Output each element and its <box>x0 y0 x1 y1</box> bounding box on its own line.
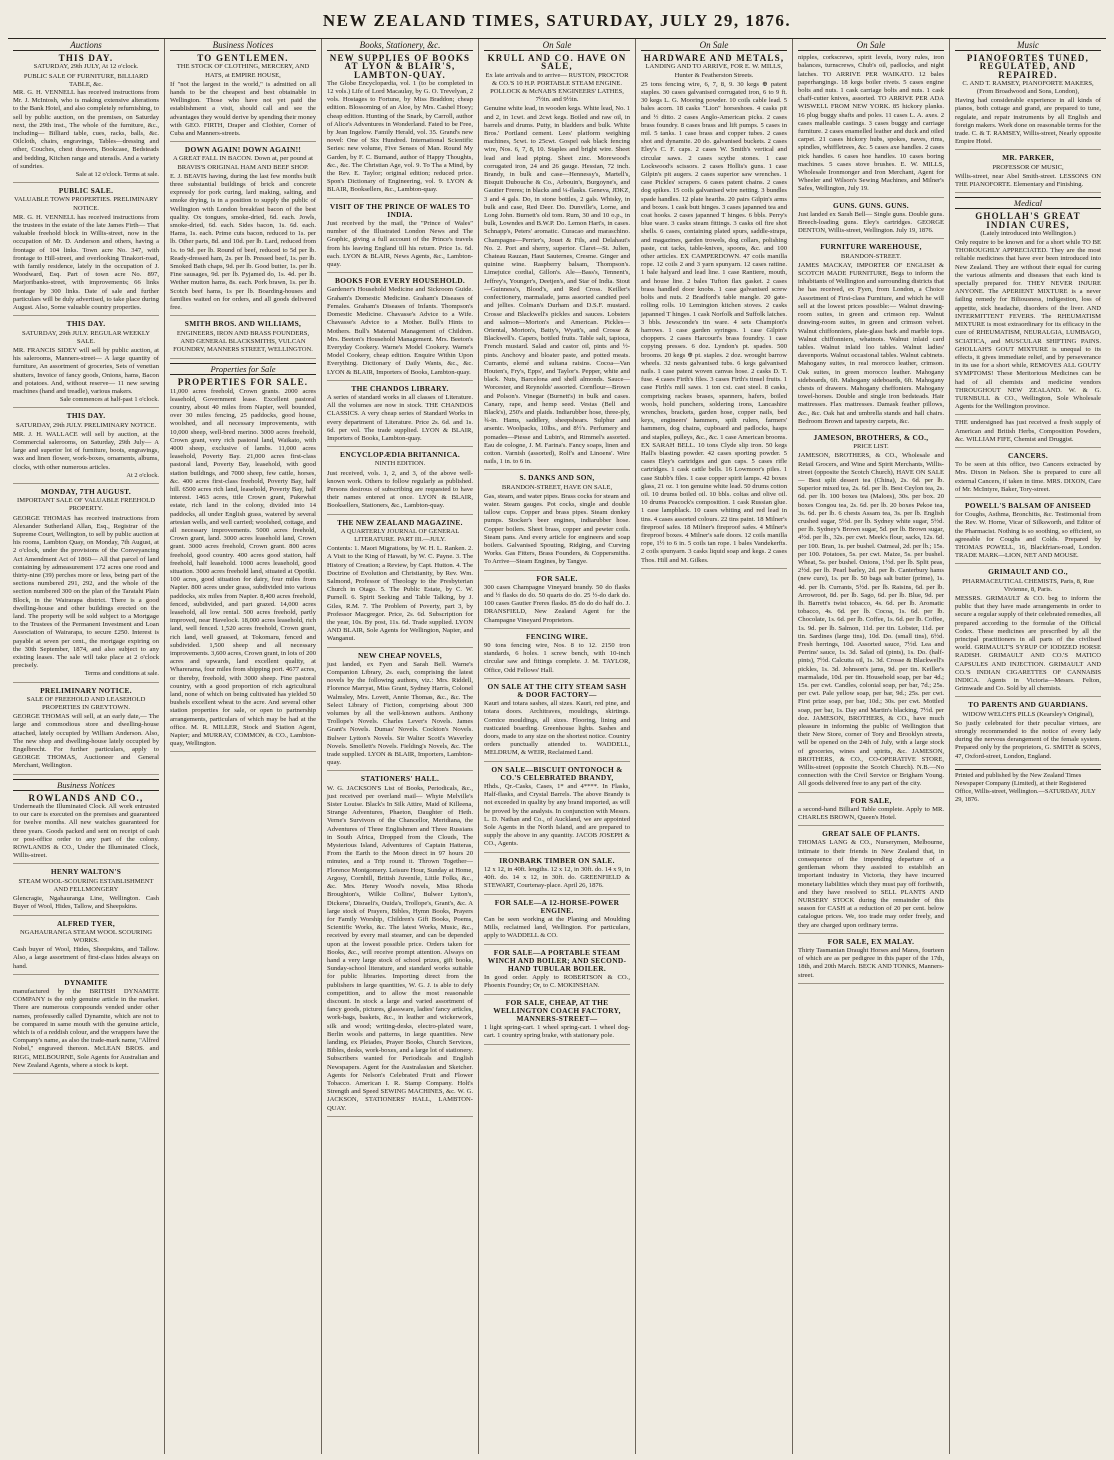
ad-title: IRONBARK TIMBER ON SALE. <box>499 855 615 865</box>
ad-body: Willis-street, near Abel Smith-street. LESSONS ON THE PIANOFORTE. Elementary and Finishing. <box>955 172 1101 189</box>
advertisement <box>484 575 630 629</box>
advertisement <box>327 451 473 514</box>
ad-title: FURNITURE WAREHOUSE, <box>820 242 922 252</box>
column-heading: Auctions <box>13 39 159 51</box>
ad-body: GEORGE THOMAS will sell, at an early date,— The large and commodious store and dwelling-house attached, lately occupied by William Anderson. Also, The new shop and dwelling-house lately occupied by Engelbrecht. For further particulars, apply to GEORGE THOMAS, Auctioneer and General Merchant, Wellington. <box>13 713 159 770</box>
ad-title: PUBLIC SALE. <box>58 186 114 196</box>
ad-body: If "not the largest in the world," is admitted on all hands to be the cheapest and best obtainable in Wellington. Those who have not yet paid the establishment a visit, should call and see the advantages they would derive by spending their money with GEO. FIRTH, Draper and Clothier, Corner of Cuba and Manners-streets. <box>170 80 316 138</box>
ad-title: PIANOFORTES TUNED, REGULATED, AND REPAIRED. <box>966 53 1090 80</box>
ad-body: Kauri and totara sashes, all sizes. Kauri, red pine, and totara doors. Architraves, mouldings, skirtings. Cornice mouldings, all sizes. Flooring, lining and rusticated boarding. Greenhouse lights. Sashes and doors, made to any size on the shortest notice. Country orders punctually attended to. WADDELL, MELDRUM, & WEIR, Reclaimed Land. <box>484 700 630 757</box>
advertisement <box>13 979 159 1074</box>
advertisement <box>955 54 1101 150</box>
ad-body: Thirty Tasmanian Draught Horses and Mares, fourteen of which are as per pedigree in this paper of the 17th, 18th, and 20th March. BECK AND TONKS, Manners-street. <box>798 946 944 979</box>
ad-title: NEW SUPPLIES OF BOOKS AT LYON & BLAIR'S, LAMBTON-QUAY. <box>329 53 471 80</box>
ad-body: In good order. Apply to ROBERTSON & CO., Phoenix Foundry; Or, to C. MOKINSHAN. <box>484 974 630 990</box>
ad-title: SMITH BROS. AND WILLIAMS, <box>184 319 302 329</box>
ad-subtitle: SATURDAY, 29th JULY. REGULAR WEEKLY SALE. <box>21 329 151 345</box>
ad-body: just landed, ex Fyen and Sarah Bell. Warne's Companion Library, 2s. each, comprising the latest novels by the following authors, viz.: Mrs. Riddell, Florence Marryat, Miss Grant, Sydney Harris, Colonel Walmsley, Mrs. Lovett, Annie Thomas, &c., &c. The Select Library of Fiction, comprising about 300 volumes by all the well-known authors. Anthony Trollope's Novels. Charles Lever's Novels. James Grant's Novels. Dumas' Novels. Cockton's Novels. Bulwer Lytton's Novels. Sir Walter Scott's Waverley Novels. Smollett's Novels. Fielding's Novels, &c. The trade supplied. LYON & BLAIR, Importers, Lambton-quay. <box>327 660 473 767</box>
advertisement <box>327 203 473 274</box>
column <box>950 39 1106 1454</box>
ad-subtitle: SATURDAY, 29th JULY, At 12 o'clock. <box>33 63 139 71</box>
ad-subtitle: PHARMACEUTICAL CHEMISTS, Paris, 8, Rue Vivienne, 8, Paris. <box>962 577 1094 593</box>
ad-body: Genuine white lead, in wooden kegs. White lead, No. 1 and 2, in 1cwt. and 2cwt kegs. Boiled and raw oil, in barrels and drums. Putty, in bladders and bulk. White Bros.' Portland cement. Lees' platform weighing machines, 5cwt. to 25cwt. Gospel oak black fencing wire, Nos. 6, 7, 8, 10. Staples and bright wire. Sheet lead and lead piping. Sheet zinc. Morewood's corrugated iron, 24 and 26 gauge. Hessian, 72 inch. Brandy, in bulk and case—Hennessy's, Martell's, Bisquit Dubouche & Co., Arbouin's, Burgoyne's, and Gautier Freres; in blacks and ¼-flasks. Geneva, JDKZ, 3 and 4 gals. Do, in stone bottles, 2 gals. Whisky, in bulk and case, Red Deer. Do. Dunville's, Lorne, and Long John. Burnett's old tom. Rum, 30 and 10 o.p., in bulk, Lowndes and B.W.P. Do. Lemon Hart's, in cases. Schnapp's, Peters' aromatic. Curacao and maraschino. Champagne—Perrier's, Jouet & Fils, and Delahaut's No. 2. Port and sherry, superior. Claret—St. Julien, Chateau Rauzan, Haut Sauternes, Cresme. Ginger and quinine wine. Raspberry balsam, Thompson's. Limejuice cordial, Gillon's. Ale—Bass's, Tennent's, Jeffrey's, Younger's, Deetjen's, and Star of India. Stout—Guinness's, Blood's, and Red Cross. Keiller's confectionery, marmalade, jams assorted candied peel and jellies. Colman's Durham and D.S.F. mustard. Crosse and Blackwell's pickles and sauces. Lobsters and salmon—Morton's and American. Pickles—Oriental, Morton's, Batty's, Wyatt's, and Crosse & Blackwell's. Capers, bottled fruits. Table salt, tapioca, French mustard. Salad and castor oil, pints and ½-pints. Anchovy and bloater paste, and potted meats. Currants, elemé and sultana raisins. Cocoa—Van Houten's, Fry's, Epps', and Taylor's. Pepper, white and black. Nuts, Barcelona and shell almonds. Sauce—Worcester, and Reynolds' assorted. Cornflour—Brown and Polson's. Vinegar (Burnett's) in bulk and cases. Canary, rape, and hemp seed. Vestas (Bell and Black's), 250's and plaids. Indiarubber hose, three-ply, ¾-in. Hams, saddlery, sheepshears. Sulphur and arsenic. Woolpacks, 10lbs., and 8½'s. Perfumery and pomades—Piesse and Lubin's, and Rimmel's assorted. Eau de cologne, J. M. Farina's. Fancy soaps, linen and cotton. Varnish (assorted), Rolf's and Linoens'. Wire nails, 1 in. to 6 in. <box>484 105 630 466</box>
ad-body: JAMESON, BROTHERS, & CO., Wholesale and Retail Grocers, and Wine and Spirit Merchants, Willis-street (opposite the Scotch Church), HAVE ON SALE— Best split dessert tea (China), 2s. 6d. per lb. Superior mixed tea, 2s. 6d. per lb. Best Ceylon tea, 2s. 6d. per lb. 100 boxes tea (Maloes), 30s. per box. 20 boxes Congou tea, 2s. 6d. per lb. 20 boxes Pekoe tea, 3s. 6d. per lb. 6 chests Assam tea, 3s. per lb. English crushed sugar, 5½d. per lb. Sydney white sugar, 5½d. per lb. Sydney's Brown sugar, 5d. per lb. Brown sugar, 4½d. per lb., 32s. per cwt. Meek's flour, sacks, 12s. 6d. per 100. Bran, 1s. per bushel. Oatmeal, 2d. per lb.; 15s. per 100. Potatoes, 5s. per cwt. Maize, 5s. per bushel. Wheat, 5s. per bushel. Onions, 1½d. per lb. Split peas, 2½d. per lb. Pearl barley, 2d. per lb. Canterbury hams (new cure), 1s. per lb. 50 bags salt butter (prime), 1s. 4d. per lb. Currants, 5½d. per lb. Raisins, 6d. per lb. Arrowroot, 8d. per lb. Sago, 6d. per lb. Blue, 9d. per lb. Barrett's twist tobacco, 4s. 6d. per lb. Aromatic tobacco, 4s. 6d. per lb. Cocoa, 1s. 6d. per lb. Chocolate, 1s. 6d. per lb. Coffee, 1s. 6d. per lb. Coffee, 1s. 9d. per lb. Salmon, 11d. per tin. Lobster, 11d. per tin. Sardines (large tins), 10d. Do. (small tins), 6½d. Fresh herrings, 10d. Assorted sauce, 7½d. Lea and Perrins' sauce, 1s. 3d. Salad oil (pints), 1s. Do. (half-pints), 7½d. Calcutta oil, 1s. 3d. Crosse & Blackwell's pickles, 1s. 3d. Johnson's jams, 9d. per tin. Keiller's marmalade, 10d. per tin. Household soap, per bar 4d.; 15s. per cwt. Candles, colonial soap, per bar, 7d.; 25s. per cwt. Pale yellow soap, per bar, 9d.; 25s. per cwt. First prize soap, per bar, 10d.; 30s. per cwt. Mottled soap, per bar, 1s. Day and Martin's blacking, 7½d. per doz. JAMESON, BROTHERS, & CO., have much pleasure in informing the public of Wellington that their New Store, corner of Tory and Brooklyn streets, will be opened on the 24th of July, with a large stock of groceries, wines and spirits, &c. JAMESON, BROTHERS, & CO., CO-OPERATIVE STORE, Willis-street (opposite the Scotch Church). N.B.—No connection with the Civil Service or Brigham Young. All goods delivered free to any part of the city. <box>798 452 944 788</box>
ad-signature: At 2 o'clock. <box>126 471 159 479</box>
ad-signature: Terms and conditions at sale. <box>84 670 159 678</box>
column-heading: Music <box>955 39 1101 51</box>
advertisement <box>955 212 1101 415</box>
advertisement <box>955 568 1101 697</box>
ad-body: The Globe Encyclopædia, vol. 1 (to be completed in 12 vols.) Life of Lord Macaulay, by G. O. Trevelyan, 2 vols. Hostages to Fortune, by Miss Braddon; cheap edition. Blossoming of an Aloe, by Mrs. Cashel Hoey; cheap edition. Hunting of the Snark, by Carroll, author of Alice's Adventures in Wonderland. Fated to be Free, by Jean Ingelow. Family Herald, vol. 35. Grand's new novel: One of Six Hundred. International Scientific Series: new volume, Five Senses of Man. Round My Garden, by F. C. Burnand, author of Happy Thoughts, &c., &c. The Christian Age, vol. 9. To Tha a Mind, by the Rev. E. Taylor; original edition; reduced price. Spon's Dictionary of Engineering, vol. 9. LYON & BLAIR, Booksellers, &c., Lambton-quay. <box>327 79 473 194</box>
advertisement <box>13 54 159 183</box>
ad-title: ENCYCLOPÆDIA BRITANNICA. <box>340 450 460 460</box>
ad-subtitle: PROFESSOR OF MUSIC, <box>992 163 1064 171</box>
column <box>165 39 322 1454</box>
ad-title: HENRY WALTON'S <box>50 867 122 877</box>
ad-title: THE CHANDOS LIBRARY. <box>351 383 449 393</box>
ad-subtitle: WIDOW WELCH'S PILLS (Kearsley's Original), <box>962 710 1094 718</box>
ad-subtitle: PRICE LIST. <box>853 443 889 451</box>
ad-body: nipples, corkscrews, spirit levels, ivory rules, iron balances, turnscrews, Chub's oil, padlocks, and night latches. TO ARRIVE PER WAIKATO. 12 bales paperhangings. 18 kegs boiler rivets. 5 cases engine bolts and nuts. 1 cask carriage bolts and nuts. 1 cask chaff-cutter knives, assorted. TO ARRIVE PER ADA WISWELL FROM NEW YORK. 85 hickory planks. 16 plug buggy shafts and poles. 11 cases L. A. axes. 2 cases malleable castings. 3 cases buggy and carriage furniture. 2 cases enamelled leather and duck and oiled carpet. 21 cases hickory hubs, spokes, naves, rims, spindles, whiffletrees, &c. 5 cases axe handles. 2 cases pick handles. 6 cases hoe handles. 10 cases boring machines. 5 cases stove brushes. E. W. MILLS, Wholesale Ironmonger and Iron Merchant, Agent for Wheeler and Wilson's Sewing Machines, and Milner's Safes, Wellington, July 19. <box>798 54 944 193</box>
ad-body: manufactured by the BRITISH DYNAMITE COMPANY is the only genuine article in the market. There are numerous compounds vended under other names, professedly called Dynamite, which are not to be compared in same mouth with the genuine article, which is of a reddish colour, and the wrappers have the Company's name, as also the trade-mark name, "Alfred Nobel," engraved thereon. McLEAN BROS. and RIGG, MELBOURNE, Sole Agents for Australian and New Zealand Agents, where a stock is kept. <box>13 987 159 1069</box>
column-heading: On Sale <box>641 39 787 51</box>
ad-title: FOR SALE—A 12-HORSE-POWER ENGINE. <box>494 897 620 915</box>
ad-title: POWELL'S BALSAM OF ANISEED <box>964 500 1091 510</box>
advertisement <box>798 54 944 197</box>
ad-title: MONDAY, 7TH AUGUST. <box>40 486 132 496</box>
column-heading: Business Notices <box>170 39 316 51</box>
ad-title: ALFRED TYER, <box>56 918 116 928</box>
ad-title: TO PARENTS AND GUARDIANS. <box>968 700 1088 710</box>
advertisement <box>798 938 944 984</box>
ad-body: THOMAS LANG & CO., Nurserymen, Melbourne, intimate to their friends in New Zealand that, in consequence of the impending departure of a gentleman whom they assisted to establish an important industry in Victoria, they have incurred monetary liabilities which they must pay off forthwith, and they have resolved to SELL PLANTS AND NURSERY STOCK during the remainder of this season for CASH at a reduction of 20 per cent. below catalogue prices. We, too trade may order freely, and they are charged upon ordinary terms. <box>798 839 944 929</box>
ad-title: KRULL AND CO. HAVE ON SALE, <box>487 53 627 72</box>
advertisement <box>641 54 787 569</box>
advertisement <box>484 949 630 995</box>
ad-title: S. DANKS AND SON, <box>519 473 595 483</box>
ad-subtitle: A QUARTERLY JOURNAL OF GENERAL LITERATURE. PART III.—JULY. <box>340 527 460 543</box>
column-heading: On Sale <box>798 39 944 51</box>
ad-title: GRIMAULT AND CO., <box>988 567 1068 577</box>
ad-title: DYNAMITE <box>64 977 108 987</box>
ad-body: Gardener's Household Medicine and Sickroom Guide. Graham's Domestic Medicine. Graham's Diseases of Females. Graham's Diseases of Infants. Thompson's Domestic Medicine. Chavasse's Advice to a Wife. Chavasse's Advice to a Mother. Bull's Hints to Mothers. Bull's Maternal Management of Children. Mrs. Beeton's Household Management. Mrs. Beeton's Everyday Cookery. Warne's Model Cookery. Warne's Model Cookery, cheap edition. Enquire Within Upon Everything. Dictionary of Daily Wants, &c., &c. LYON & BLAIR, Importers of Books, Lambton-quay. <box>327 286 473 376</box>
advertisement <box>13 320 159 408</box>
ad-title: FENCING WIRE. <box>525 631 589 641</box>
advertisement <box>13 687 159 775</box>
ad-body: Hhds., Qr.-Casks, Cases, 1* and 4****. In Flasks, Half-flasks, and Crystal Barrels. The above Brandy is not exceeded in quality by any brand imported, as will be proved by the analysis. In conjunction with Messrs. L. D. Nathan and Co., of Auckland, we are appointed Sole Agents in the North Island, and are prepared to supply the above in any quantity. JACOB JOSEPH & CO., Agents. <box>484 783 630 848</box>
advertisement <box>955 701 1101 764</box>
ad-title: GHOLLAH'S GREAT INDIAN CURES, <box>975 211 1081 230</box>
advertisement <box>327 775 473 1116</box>
imprint-footer: Printed and published by the New Zealand Times Newspaper Company (Limited), at their Registered Office, Willis-street, Wellington.—SATURDAY, JULY 29, 1876. <box>955 769 1101 805</box>
advertisement <box>484 899 630 945</box>
advertisement <box>484 857 630 895</box>
ad-title: GUNS. GUNS. GUNS. <box>833 200 909 210</box>
ad-body: 25 tons fencing wire, 6, 7, 8, 9. 30 kegs ⊕ patent staples. 30 cases galvanised corrugated iron, 6 to 9 ft. 30 kegs L. G. Mooring powder. 10 coils cable lead. 5 bales acorn. 18 casks "Lion" horseshoes. 4 casks pit and ½ ditto. 2 cases Anglo-American picks. 2 cases brass foundry. 8 cases brass and lift pumps. 5 cases in mil. 5 tanks. 1 case brass and copper tubes. 2 cases shot and dynamite. 20 do. galvanised buckets. 2 cases Eley's C. F. caps. 2 cases W. Smith's vertical and circular saws. 2 cases scythe stones. 1 case Lockwood's scissors. 2 cases Hollis's guns. 1 case Gilpin's pit augers. 2 cases superior saw wrenches. 1 case Pickles' scrapers. 6 cases patent chains. 2 cases dog spikes. 15 coils galvanised wire netting. 3 bundles spade handles. 12 plate hearths. 20 pairs Gilpin's arms and boxes. 1 cask butt hinges. 3 cases japanned tea and coat hooks. 2 cases japanned T hinges. 6 bbls. Perry's blue ware. 3 casks steam fittings. 3 casks oil fire shot shells. 6 cases, containing plated spurs, saddle-straps, and magazines, garden trowels, dog collars, polishing paste, cut tacks, table-knives, spoons, &c. and 100 other articles. EX CAMPERDOWN. 47 coils manilla rope. 12 coils 2 and 3 yarn spunyarn. 12 cases rattine. 1 bale halyard and lead line. 1 case Rantiere, mouth, and house line. 2 bales Tufton flax gasket. 2 cases brass handled door knobs. 1 case galvanised screw bolts and nuts. 2 Bradford's table mangle. 20 gate-rolling rolls. 10 Lemington kitchen stoves. 2 casks japanned T hinges. 1 cask Norfolk and Suffolk latches. 3 bbls. Jewsconde's tin ware. 4 sets Champion's harrows. 1 case garden syringes. 1 case Gilpin's choppers. 2 cases Harcourt's brass foundry. 1 case copying presses. 6 doz. Lyndon's pt. spades. 500 brooms. 20 kegs ⊕ pt. staples. 2 doz. wrought barrow wheels. 32 nests galvanised tubs. 6 kegs galvanised nails. 1 case patent woven canvas hose. 2 casks D. T. fuse. 4 cases Firth's files. 3 cases Firth's tinsel fruits. 1 case Firth's mill saws. 1 ton cst. cast steel. 8 casks, comprising rackes brases, spanners, hafers, boiled wools, hold punchers, soldering irons, Lancashire wrenches, brackets, garden hose, copper nails, bed keys, engineers' hammers, spilt rulers, farmers' hammers, dog chains, cupboard and padlocks, hasps and staples, pulleys, &c., &c. 1 case American brooms. EX SARAH BELL. 10 tons Clyde slip iron. 50 kegs Hall's blasting powder. 42 cases sporting powder. 5 cases Eley's cartridges and gun caps. 5 cases rifle cartridges. 1 cask cattle bells. 16 Lowmoor's piles. 1 case Stubb's files. 1 case copper spirit lamps. 42 boxes glass, 21 oz. 1 ton genuine white lead. 50 drums cotton oil. 10 drums boiled oil. 10 bbls. coltas and olive oil. 10 drums Peacock's composition. 1 cask Russian glue. 1 case lampblack. 10 cases whiting and red lead in tins. 4 cases assorted colours. 22 tins paint. 18 Milner's fireproof safes. 18 Milner's fireproof safes. 4 Milner's fireproof boxes. 4 Milner's safe doors. 12 coils manilla rope, 1½ to 6 in. 5 coils tan rope. 1 bales Vandekerfts. 2 coils spunyarn. 3 casks liquid soap and kegs. 2 cases Thos. Hill and M. Gilkes. <box>641 80 787 564</box>
advertisement <box>13 412 159 484</box>
column <box>8 39 165 1454</box>
advertisement <box>327 277 473 380</box>
ad-body: 90 tons fencing wire, Nos. 8 to 12. 2150 tron standards, 6 holes. 1 screw bench, with 10-inch circular saw and fittings complete. J. M. TAYLOR, Office, Odd Fellows' Hall. <box>484 642 630 674</box>
advertisement <box>13 794 159 865</box>
ad-subtitle: LANDING AND TO ARRIVE, FOR E. W. MILLS, Hunter & Featherston Streets. <box>645 63 783 79</box>
ad-body: Having had considerable experience in all kinds of pianos, both cottage and grand, are prepared to tune, regulate, and repair instruments by all English and foreign makers. Work done on reasonable terms for the trade. C. & T. RAMSEY, Willis-street, Nearly opposite Empire Hotel. <box>955 97 1101 146</box>
ad-subtitle: NINTH EDITION. <box>374 460 426 468</box>
advertisement <box>484 999 630 1045</box>
advertisement <box>484 474 630 570</box>
ad-title: NEW CHEAP NOVELS, <box>357 650 443 660</box>
ad-body: Just received, vols. 1, 2, and 3, of the above well-known work. Others to follow regularly as published. Persons desirous of subscribing are requested to have their names entered at once. LYON & BLAIR, Booksellers, Stationers, &c., Lambton-quay. <box>327 469 473 510</box>
ad-signature: Sale at 12 o'clock. Terms at sale. <box>75 171 159 179</box>
ad-title: TO GENTLEMEN. <box>197 53 289 64</box>
column <box>793 39 950 1454</box>
ad-subtitle: THE STOCK OF CLOTHING, MERCERY, AND HATS, at EMPIRE HOUSE, <box>176 63 310 79</box>
advertisement <box>484 54 630 470</box>
advertisement <box>798 202 944 240</box>
advertisement <box>327 652 473 772</box>
ad-body: MR. J. H. WALLACE will sell by auction, at the Commercial salerooms, on Saturday, 29th July— A large and superior lot of furniture, boots, engravings, wax and linen flower, work-boxes, ornaments, albums, clocks, with other numerous articles. <box>13 430 159 471</box>
ad-body: Only require to be known and for a short while TO BE THOROUGHLY APPRECIATED. They are the most reliable medicines that have ever been introduced into New Zealand. They are without their equal for curing the various ailments and diseases that each kind is specially prepared for. THEY NEVER INJURE ANYONE. The APERIENT MIXTURE is a never failing remedy for Biliousness, indigestion, loss of appetite, sick headache, disorders of the liver. AND INTERMITTENT FEVERS. The RHEUMATISM MIXTURE is most extraordinary for its efficacy in the cure of RHEUMATISM, NEURALGIA, LUMBAGO, SCIATICA, and MUSCULAR SHIFTING PAINS. GHOLLAH'S GOUT MIXTURE is unequal to its effects, it gives immediate relief, and by perseverance in its use for a short while, REMOVES ALL GOUTY SYMPTOMS! These Meritorious Medicines can be had of all chemists and medicine vendors THROUGHOUT NEW ZEALAND. W. & G. TURNBULL & CO., Wellington, Sole Wholesale Agents for the Wellington province. <box>955 239 1101 411</box>
advertisement <box>170 146 316 316</box>
ad-subtitle: STEAM WOOL-SCOURING ESTABLISHMENT AND FELLMONGERY <box>18 877 154 893</box>
ad-title: ON SALE AT THE CITY STEAM SASH & DOOR FACTORY— <box>487 681 627 700</box>
column <box>479 39 636 1454</box>
ad-subtitle: BRANDON-STREET. <box>840 252 902 260</box>
ad-body: THE undersigned has just received a fresh supply of American and British Herbs, Composition Powders, &c. WILLIAM FIFE, Chemist and Druggist. <box>955 419 1101 443</box>
ad-subtitle: ENGINEERS, IRON AND BRASS FOUNDERS, AND GENERAL BLACKSMITHS, VULCAN FOUNDRY, MANNERS STREET, WELLINGTON. <box>173 329 313 353</box>
ad-subtitle: NGAHAURANGA STEAM WOOL SCOURING WORKS. <box>19 928 153 944</box>
ad-body: So justly celebrated for their peculiar virtues, are strongly recommended to the notice of every lady during the nervous derangement of the female system. Prepared only by the proprietors, G. SMITH & SONS, 47, Oxford-street, London, England. <box>955 719 1101 760</box>
ad-body: JAMES MACKAY, IMPORTER OF ENGLISH & SCOTCH MADE FURNITURE, Begs to inform the inhabitants of Wellington and surrounding districts that he has received, ex Fyen, from London, a Choice Assortment of First-class Furniture, and which he will sell at the lowest prices possible:— Walnut drawing-room suites, in green and crimson rep. Walnut drawing-room suites, in green and crimson velvet. Walnut chiffonniers, plate-glass back and marble tops. Walnut chiffonniers, whatnots. Walnut inlaid card tables. Walnut inlaid loo tables. Walnut ladies' davenports. Walnut occasional tables. Walnut cabinets. Mahogany suites, in real morocco leather, crimson. Oak suites, in green morocco leather. Mahogany sideboards, 6ft. Mahogany sideboards, 6ft. Mahogany chests of drawers. Mahogany cheffoniers. Mahogany towel-horses. Double and single iron bedsteads. Hair mattresses. Flax mattresses. Damask feather pillows, &c., &c. Oak hat and umbrella stands and hall chairs. Bedroom Brown and tapestry carpets, &c. <box>798 261 944 425</box>
ad-body: MR. G. H. VENNELL has received instructions from the trustees in the estate of the late James Firth— That valuable freehold block in Willis-street, now in the occupation of Mr. D. Anderson and others, having a frontage of 104 links. Town acre No. 347, with frontage to Hill-street, and overlooking Tinakori-road, with family residence, lately in the occupation of J. Woodward, Esq. Part of town acre No. 897, Marjoribanks-street, with improvements; 66 links frontage by 300 links. Date of sale and further particulars will be duly advertised, to take place during August. Also, Some valuable country properties. <box>13 213 159 312</box>
advertisement <box>484 766 630 853</box>
advertisement <box>484 683 630 762</box>
ad-title: DOWN AGAIN! DOWN AGAIN!! <box>184 145 302 155</box>
ad-body: Can be seen working at the Planing and Moulding Mills, reclaimed land, Wellington. For particulars, apply to WADDELL & CO. <box>484 915 630 940</box>
advertisement <box>170 54 316 142</box>
ad-title: VISIT OF THE PRINCE OF WALES TO INDIA. <box>329 201 471 219</box>
ad-body: 1 light spring-cart. 1 wheel spring-cart. 1 wheel dog-cart. 1 country spring brake, with stationary pole. <box>484 1024 630 1040</box>
ad-body: Gas, steam, and water pipes. Brass cocks for steam and water. Steam gauges. Pot cocks, single and double tallow cups. Copper and brass pipes. Steam donkey pumps. Stocker's beer engines, indiarubber hose. Copper boilers. Sheet brass, copper and pewter coils. Steam pans. And every article for engineers and soap boilers. Galvanised Spouting, Ridging, and Curving Works. Gas Fitters, Brass Founders, & Coppersmiths. To Arrive—Steam Engines, by Tangye. <box>484 492 630 566</box>
ad-title: FOR SALE—A PORTABLE STEAM WINCH AND BOILER; AND SECOND-HAND TUBULAR BOILER. <box>487 947 627 973</box>
ad-title: ROWLANDS AND CO., <box>28 792 144 803</box>
ad-subtitle: IMPORTANT SALE OF VALUABLE FREEHOLD PROPERTY. <box>17 497 155 513</box>
ad-body: E. J. BEAVIS having, during the last few months built three substantial buildings of brick and concrete expressly for pork curing, lard making, salting, and smoke drying, is in a position to supply the public of Wellington with London breakfast bacon of the best quality. Ox tongues, smoke-dried, 6d. each. Jowls, smoke-dried, 6d. each. Sides bacon, 1s. 6d. each. Hams, 1s. each. Prime cuts bacon, reduced to 1s. per lb. Other parts, 8d. and 10d. per lb. Lard, reduced from 1s. to 9d. per lb. Round of beef, reduced to 5d per lb. Ready-dressed ham, 2s. per lb. Pressed beef, 1s. per lb. Smoked Bath chaps, 9d. per lb. Good butter, 1s. per lb. Fine sausages, 9d. per lb. Pyjamed do, 1s. 4d. per lb. Wether mutton hams, 8s. each. Pork brawn, 1s. per lb. Scotch beef hams, 1s per lb. Boarding-houses and families waited on for orders, and all goods delivered free. <box>170 172 316 312</box>
ad-title: FOR SALE, <box>850 795 892 805</box>
ad-body: MESSRS. GRIMAULT & CO. beg to inform the public that they have made arrangements in order to secure a regular supply of their celebrated remedies, all prepared according to the formulæ of the Official Codex. These medicines are prescribed by all the principal practitioners in all parts of the civilised world. GRIMAULT'S SYRUP OF IODIZED HORSE RADISH. GRIMAULT AND CO.'S MATICO CAPSULES AND INJECTION. GRIMAULT AND CO.'S INDIAN CIGARETTES OF CANNABIS INDICA. Agents in Victoria—Messrs. Felton, Grimwade and Co. Sold by all chemists. <box>955 594 1101 693</box>
advertisement <box>13 187 159 316</box>
ad-title: GREAT SALE OF PLANTS. <box>822 829 920 839</box>
ad-title: MR. PARKER, <box>1002 153 1054 163</box>
ad-subtitle: (Lately introduced into Wellington.) <box>980 229 1076 237</box>
ad-subtitle: BRANDON-STREET, HAVE ON SALE, <box>501 483 613 491</box>
ad-body: MR. FRANCIS SIDEY will sell by public auction, at his salerooms, Manners-street— A large quantity of furniture, An assortment of groceries, Sets of venetian shutters, Invoice of fancy goods, Onions, hams, Bacon and potatoes. And, without reserve— 11 new sewing machines (hand and treadle), various makers. <box>13 346 159 395</box>
ad-subtitle: C. AND T. RAMSEY, PIANOFORTE MAKERS, (From Broadwood and Sons, London), <box>962 79 1094 96</box>
ad-body: 11,000 acres freehold, Crown grants. 2000 acres leasehold, Government lease. Excellent pastoral country, about 40 miles from Napier, well bounded, over 30 miles fencing, 25 paddocks, good house, woolshed, and all necessary improvements, with 10,000 sheep, well-bred merino. 3000 acres freehold, Crown grant, very rich pastoral land, Waikato, with 4000 sheep, exclusive of lambs. 11,000 acres leasehold, Poverty Bay. 21,000 acres first-class pastoral land, Poverty Bay, leasehold, with good station buildings, and 7000 sheep, few cattle, horses, &c. 400 acres first-class freehold, Poverty Bay, half hill. 6500 acres rich land, leasehold, Poverty Bay, half interest. 1463 acres, title Crown grant, Pukewhai estate, rich land in the colony, divided into 14 paddocks, all under English grass, watered by several artesian wells, and well carried; woolshed, cottage, and all necessary improvements. 5000 acres freehold, Crown grant, land. 3000 acres leasehold land, Crown grant. 3000 acres freehold, Crown grant. 800 acres freehold, good country. 400 acres good station, half freehold, half leasehold. 1000 acres leasehold, good situation. 3000 acres freehold land, situated at Opotiki. 100 acres, good situation for dairy, four miles from Napier. 800 acres under grass, subdivided into various paddocks, six miles from Napier. 8,400 acres freehold, fenced, subdivided, and part grazed. 14,000 acres leasehold, all low rental. 500 acres freehold, partly improved, near Havelock. 18,000 acres leasehold, rich land, well fenced. 1,520 acres freehold, Crown grant, rich land, well grassed, at Tokomaru, fenced and subdivided. 1,500 sheep and all necessary improvements. 3,600 acres, Crown grant, in lots of 200 acres and upwards, land excellent quality, at Wharerama, four miles from shipping port. 4677 acres, or thereby, freehold, with 3000 sheep. Fine pastoral country, with a good proportion of rich agricultural land, none of which on being cultivated has yielded 50 bushels excellent wheat to the acre. And several other station properties for sale, or open to partnership arrangements, particulars of which may be had at the office. M. R. MILLER, Stock and Station Agent, Napier; and MURRAY, COMMON, & CO., Lambton-quay, Wellington. <box>170 387 316 748</box>
ad-title: FOR SALE. <box>536 573 578 583</box>
advertisement <box>798 243 944 429</box>
masthead: NEW ZEALAND TIMES, SATURDAY, JULY 29, 1876. <box>322 11 792 30</box>
ad-title: CANCERS. <box>1008 450 1048 460</box>
advertisement <box>798 434 944 793</box>
ad-body: Underneath the Illuminated Clock. All work entrusted to our care is executed on the premises and guaranteed for twelve months. All new watches guaranteed for three years. Goods packed and sent on receipt of cash or post-office order to any part of the colony. ROWLANDS & CO., Under the Illuminated Clock, Willis-street. <box>13 803 159 860</box>
column <box>322 39 479 1454</box>
ad-title: FOR SALE, EX MALAY. <box>827 936 915 946</box>
advertisement <box>955 154 1101 193</box>
column <box>636 39 793 1454</box>
ad-title: FOR SALE, CHEAP, AT THE WELLINGTON COACH FACTORY, MANNERS-STREET— <box>493 997 621 1023</box>
ad-body: GEORGE THOMAS has received instructions from Alexander Sutherland Allan, Esq., Registrar of the Supreme Court, Wellington, to sell by public auction at his rooms, Lambton Quay, on Monday, 7th August, at 2 o'clock, under the provisions of the Conveyancing Act Amendment Act of 1860— All that parcel of land containing by admeasurement 172 acres one rood and thirty-nine (39) perches more or less, being part of the sections numbered 291, 292, and the whole of the section numbered 300 on the plan of the Taratahi Plain Block, in the Wairarapa district. There is a good dwelling-house and other buildings erected on the land. The property will be sold subject to a Mortgage to the Trustees of the Permanent Investment and Loan Association of Wairarapa, to secure £250. Interest is payable at seven per cent., the mortgage expiring on the 30th September, 1874, and also subject to any existing leases. The sale will take place at 2 o'clock precisely. <box>13 514 159 670</box>
ad-signature: Sale commences at half-past 1 o'clock. <box>59 396 159 404</box>
ad-title: STATIONERS' HALL. <box>360 774 440 784</box>
ad-body: Contents: 1. Maori Migrations, by W. H. L. Ranken. 2. A Visit to the King of Hawaii, by W. C. Payne. 3. The History of Creation; a Review, by Capt. Hutton. 4. The Doctrine of Evolution and Christianity, by Rev. Wm. Salmond, Professor of Theology to the Presbyterian Church in Otago. 5. The Public Estate, by C. W. Purnell. 6. Spirit Seeking and Table Talking, by J. Giles, R.M. 7. The Problem of Poverty, part 3, by Professor Macgregor. Price, 2s. 6d. Subscription for the year, 10s. By post, 11s. 6d. Trade supplied. LYON AND BLAIR, Sole Agents for Wellington, Napier, and Wanganui. <box>327 545 473 643</box>
advertisement <box>170 320 316 359</box>
ad-title: PRELIMINARY NOTICE. <box>40 685 132 695</box>
ad-body: Just landed ex Sarah Bell— Single guns. Double guns. Breech-loading guns. Eley's cartridges. GEORGE DENTON, Willis-street, Wellington. July 19, 1876. <box>798 210 944 235</box>
ad-body: Glencragie, Ngahauranga Line, Wellington. Cash Buyer of Wool, Hides, Tallow, and Sheepskins. <box>13 895 159 911</box>
section-heading: Medical <box>955 197 1101 209</box>
ad-subtitle: SATURDAY, 29th JULY. PRELIMINARY NOTICE. <box>15 421 157 429</box>
ad-line: PUBLIC SALE OF FURNITURE, BILLIARD TABLE, &c. <box>23 72 149 88</box>
advertisement <box>484 633 630 679</box>
ad-body: W. G. JACKSON'S List of Books, Periodicals, &c., just received per overland mail— Whyte Melville's Sister Louise. Black's In Silk Attire, Maid of Killeena, Strange Adventures, Phaeton, Daughter of Heth. Verne's Survivors of the Chancellor, Meridiana, the Adventures of Three Englishmen and Three Russians in South Africa, Dropped from the Clouds, The Mysterious Island, Adventures of Captain Hatteras, From the Earth to the Moon direct in 97 hours 20 minutes, and a Trip round it. Thrown Together—Florence Montgomery. Leisure Hour, Sunday at Home, Argosy, Cornhill, British Juvenile, Little Folks, &c., &c. Mrs. Henry Wood's novels, Miss Rhoda Broughton's, Wilkie Collins', Bulwer Lytton's, Dickens', Disraeli's, Ouida's, Trollope's, Grant's, &c. A large stock of Prayers, Bibles, Hymn Books, Prayers for Family Worship, Children's Gift Books, Poems, Scientific Works, &c. The latest Works, Music, &c., received by every mail steamer, and can be depended upon at the lowest possible price. Orders taken for Books, &c., will receive prompt attention. Always on hand a very large stock of school prizes, gift books, Sunday-school literature, and standard works suitable for public libraries. Importing direct from the publishers in large quantities, W. G. J. is able to defy competition, and to allow the most reasonable discount. In stock a large and varied assortment of fancy goods, pictures, glassware, ladies' fancy articles, work-bags, baskets, &c., in leather and wickerwork, silk and wood; writing-desks, electro-plated ware, Berlin wools and patterns, in large quantities. New landing, ex Pleiades, Prayer Books, Church Services, Bibles, desks, work-boxes, and a large lot of stationery. Subscribers wanted for Periodicals and English Newspapers. Agent for the Australasian and Sketcher. Agents for Nelson's Celebrated Fruit and Flower Tobacco. American I. R. Stamp Company. Holt's Strength and Speed SEWING MACHINES, &c. W. G. JACKSON, STATIONERS' HALL, LAMBTON-QUAY. <box>327 784 473 1112</box>
ad-body: To be seen at this office, two Cancers extracted by Mrs. Dixon in Nelson. She is prepared to cure all external Cancers, if taken in time. MRS. DIXON, Care of Mr. McIntyre, Baker, Tory-street. <box>955 461 1101 493</box>
column-heading: Books, Stationery, &c. <box>327 39 473 51</box>
columns-container <box>8 38 1106 1454</box>
ad-title: ON SALE—BISCUIT ONTONOCH & CO.'S CELEBRATED BRANDY, <box>491 764 623 782</box>
ad-title: BOOKS FOR EVERY HOUSEHOLD. <box>334 276 466 286</box>
ad-title: PROPERTIES FOR SALE. <box>177 377 309 388</box>
ad-subtitle: Ex late arrivals and to arrive— RUSTON, PROCTOR & CO.'S 10 H.P. PORTABLE STEAM ENGINE. POLLOCK & McNAB'S ENGINEERS' LATHES, 7½in. and 9½in. <box>485 71 629 104</box>
ad-body: A series of standard works in all classes of Literature. All the volumes are now in stock. THE CHANDOS CLASSICS. A very cheap series of Standard Works in every department of Literature. Price 2s. 6d. and 1s. 6d. per vol. The trade supplied. LYON & BLAIR, Importers of Books, Lambton-quay. <box>327 393 473 442</box>
advertisement <box>13 488 159 683</box>
ad-title: THIS DAY. <box>66 319 106 329</box>
ad-subtitle: VALUABLE TOWN PROPERTIES. PRELIMINARY NOTICE. <box>14 196 158 212</box>
advertisement <box>327 385 473 447</box>
advertisement <box>327 519 473 648</box>
advertisement <box>327 54 473 198</box>
column-heading: On Sale <box>484 39 630 51</box>
ad-title: THIS DAY. <box>58 53 114 64</box>
advertisement <box>13 920 159 975</box>
ad-subtitle: SALE OF FREEHOLD AND LEASEHOLD PROPERTIES IN GREYTOWN. <box>26 695 146 712</box>
advertisement <box>955 502 1101 564</box>
ad-body: a second-hand Billiard Table complete. Apply to MR. CHARLES BROWN, Queen's Hotel. <box>798 805 944 822</box>
advertisement <box>955 419 1101 448</box>
section-heading: Properties for Sale <box>170 363 316 375</box>
ad-body: Just received by the mail, the "Prince of Wales" number of the Illustrated London News and The Graphic, giving a full account of the Prince's travels from his leaving England till his return. Price 1s. 6d. each. LYON & BLAIR, News Agents, &c., Lambton-quay. <box>327 220 473 269</box>
advertisement <box>798 830 944 933</box>
ad-body: 300 cases Champagne Vineyard brandy. 50 do flasks and ½ flasks do do. 50 quarts do do. 25 ½-do dark do. 100 cases Gautier Freres flasks. 85 do do do half do. J. DRANSFIELD, New Zealand Agent for the Champagne Vineyard Proprietors. <box>484 583 630 624</box>
ad-title: JAMESON, BROTHERS, & CO., <box>813 432 929 442</box>
ad-title: THIS DAY. <box>66 411 106 421</box>
ad-body: Cash buyer of Wool, Hides, Sheepskins, and Tallow. Also, a large assortment of first-class hides always on hand. <box>13 946 159 970</box>
advertisement <box>955 452 1101 498</box>
ad-body: 12 x 12, in 40ft. lengths. 12 x 12, in 30ft. do. 14 x 9, in 40ft. do. 14 x 12, in 30ft. do. GREENFIELD & STEWART, Courtenay-place. April 26, 1876. <box>484 865 630 890</box>
ad-body: for Coughs, Asthma, Bronchitis, &c. Testimonial from the Rev. W. Horne, Vicar of Silksworth, and Editor of the Pharmacist. Nothing is so soothing, so efficient, so agreeable for Coughs and Colds. Prepared by THOMAS POWELL, 16, Blackfriars-road, London. TRADE MARK—LION, NET AND MOUSE. <box>955 511 1101 560</box>
ad-subtitle: A GREAT FALL IN BACON. Down at, per pound at BRAVIS'S ORIGINAL HAM AND BEEF SHOP. <box>173 155 313 171</box>
ad-title: THE NEW ZEALAND MAGAZINE. <box>337 517 463 527</box>
advertisement <box>170 378 316 752</box>
advertisement <box>798 797 944 827</box>
ad-body: MR. G. H. VENNELL has received instructions from Mr. J. McIntosh, who is making extensive alterations to the Bank Hotel, and also completely refurnishing, to sell by public auction, on the premises, on Saturday next, the 29th inst., The whole of the furniture, &c., including— Billiard table, cues, racks, balls, &c. Oilcloth, chairs, engravings, Tables—dressing and other, Couches, chest drawers, Bookcase, Bedsteads and bedding, Kitchen range and utensils. And a variety of sundries. <box>13 89 159 170</box>
advertisement <box>13 868 159 915</box>
section-heading: Business Notices <box>13 779 159 791</box>
ad-title: HARDWARE AND METALS, <box>643 53 785 64</box>
